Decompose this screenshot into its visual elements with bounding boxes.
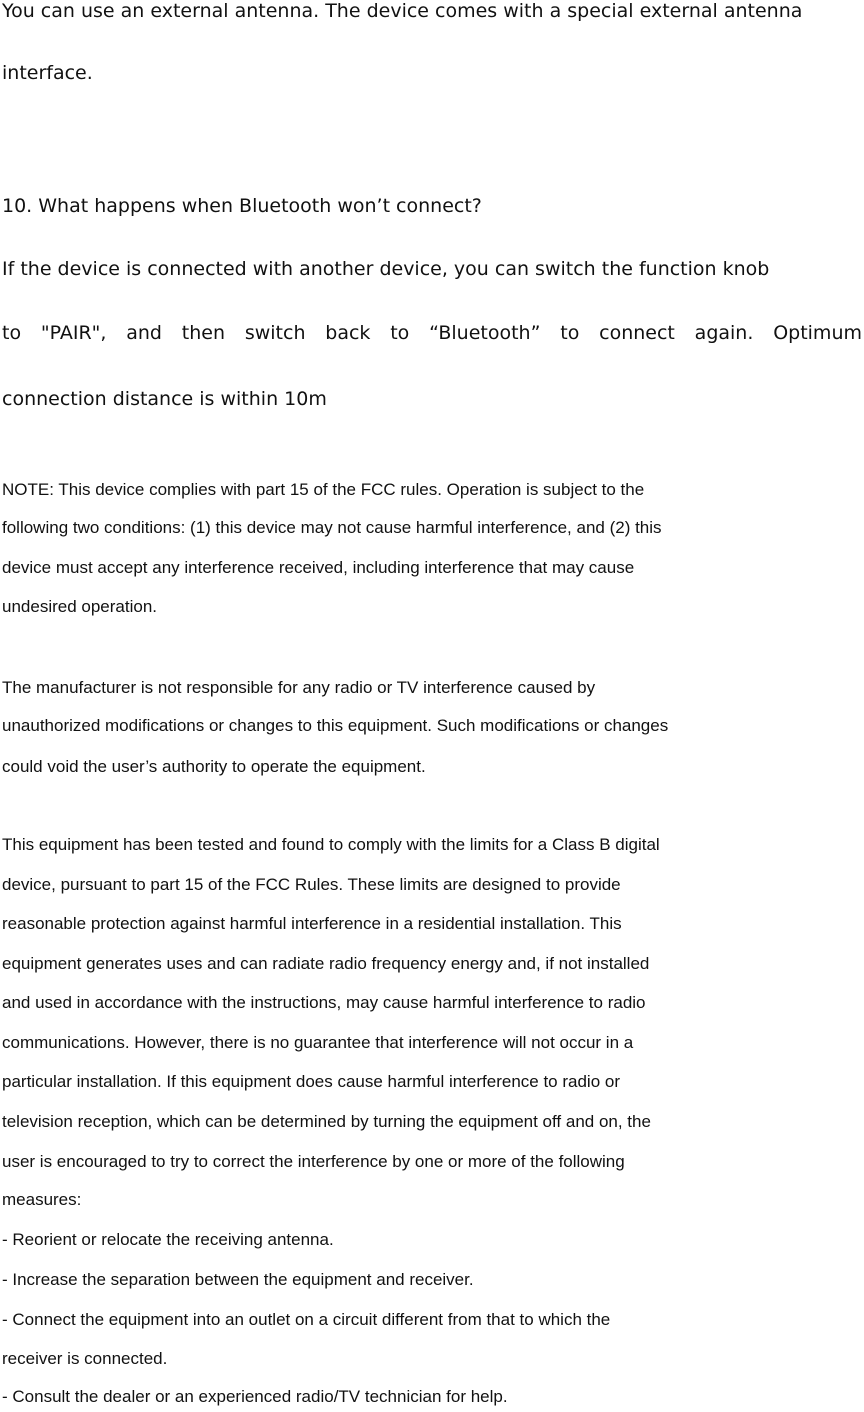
measure-item-1: - Reorient or relocate the receiving antenna. [2,1230,334,1249]
word: "PAIR", [40,322,107,344]
manufacturer-line-2: unauthorized modifications or changes to this equipment. Such modifications or changes [2,716,669,735]
word: connect [599,322,675,344]
class-b-line-4: equipment generates uses and can radiate radio frequency energy and, if not installed [2,954,650,973]
class-b-line-8: television reception, which can be determined by turning the equipment off and on, the [2,1112,651,1131]
measure-item-2: - Increase the separation between the equipment and receiver. [2,1270,474,1289]
note-line-1: NOTE: This device complies with part 15 of the FCC rules. Operation is subject to the [2,480,645,499]
faq-10-heading: 10. What happens when Bluetooth won’t connect? [2,195,482,217]
word: back [325,322,371,344]
note-line-3: device must accept any interference received, including interference that may cause [2,558,635,577]
faq-10-text-line-2 [2,322,862,344]
note-line-4: undesired operation. [2,597,158,616]
word: then [181,322,226,344]
antenna-text-line-2: interface. [2,62,93,84]
class-b-line-10: measures: [2,1190,82,1209]
word: and [126,322,162,344]
class-b-line-1: This equipment has been tested and found to comply with the limits for a Class B digital [2,835,660,854]
measure-item-3-cont: receiver is connected. [2,1349,168,1368]
class-b-line-7: particular installation. If this equipment does cause harmful interference to radio or [2,1072,620,1091]
class-b-line-6: communications. However, there is no guarantee that interference will not occur in a [2,1033,634,1052]
class-b-line-2: device, pursuant to part 15 of the FCC Rules. These limits are designed to provide [2,875,621,894]
class-b-line-3: reasonable protection against harmful interference in a residential installation. This [2,914,622,933]
manufacturer-line-1: The manufacturer is not responsible for any radio or TV interference caused by [2,678,596,697]
word: to [390,322,410,344]
antenna-text-line-1: You can use an external antenna. The device comes with a special external antenna [2,0,803,22]
class-b-line-5: and used in accordance with the instructions, may cause harmful interference to radio [2,993,646,1012]
manufacturer-line-3: could void the user’s authority to operate the equipment. [2,757,426,776]
faq-10-text-line-3: connection distance is within 10m [2,388,327,410]
measure-item-4: - Consult the dealer or an experienced radio/TV technician for help. [2,1387,508,1406]
word: Optimum [773,322,862,344]
word: “Bluetooth” [429,322,541,344]
word: again. [694,322,754,344]
word: to [560,322,580,344]
word: to [2,322,22,344]
note-line-2: following two conditions: (1) this device may not cause harmful interference, and (2) this [2,518,662,537]
word: switch [244,322,306,344]
measure-item-3: - Connect the equipment into an outlet on a circuit different from that to which the [2,1310,611,1329]
class-b-line-9: user is encouraged to try to correct the interference by one or more of the following [2,1152,625,1171]
faq-10-text-line-1: If the device is connected with another device, you can switch the function knob [2,258,770,280]
